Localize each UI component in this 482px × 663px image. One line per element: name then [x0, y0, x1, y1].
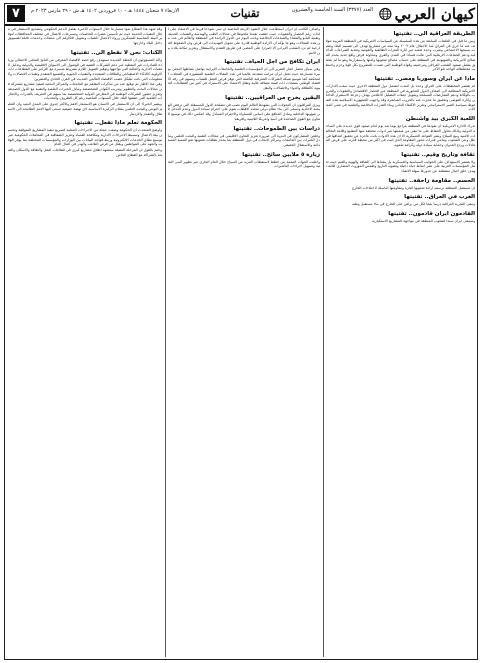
article-paragraph: واكد المسؤولون ان الخطة الجديدة تستهدف رفع حصة الاقتصاد المعرفي من الناتج المحلي الاجمالي وزيادة الصادرات غير النفطية عبر دعم الشركات التقنية في الوصول الى الاسواق الاقليمية والدولية وتذليل العقبات الادارية والمالية التي تواجهها وتوفير التمويل اللازم بشروط ميسرة مع التركيز على القطاعات ذات الاولوية كالذكاء الاصطناعي والطاقات المتجددة والتقنيات الحيوية والتصنيع المتقدم وتقنيات الاتصالات والمعلومات التي باتت تشكل عصب الاقتصاد العالمي الحديث في القرن الحادي والعشرين — [8, 57, 162, 81]
article-headline: ايران تكافح من اجل الحياة.. تفتيتها — [224, 59, 320, 66]
article-paragraph: وبين ما قيل في الحلقات السابقة من هذه السلسلة عن السياسات الامريكية في المنطقة العربية نتوقف عند ما جرى في العراق منذ الاحتلال عام ٢٠٠٣ وما تبعه من مشاريع تهدف الى تقسيم البلاد وتفتيت نسيجها الاجتماعي وضرب وحدة شعبه عبر اثارة النعرات الطائفية والقومية وتغذية الصراعات الداخلية ودعم الجماعات الارهابية التي عاثت فسادا في المدن والقرى ومحاولة فرض واقع جديد يخدم المصالح الامريكية والصهيونية في المنطقة على حساب مصالح شعوبها وامنها واستقرارها وهو ما لم يتحقق بفضل صمود الشعب العراقي ومرجعيته وقواه الوطنية التي تصدت للمشروع بكل قوة وحزم واحبطت مخططاته الواحد تلو الآخر — [326, 39, 475, 72]
issue-date: الاربعاء ٧ شعبان ١٤٤٤ هـ - ١٠ فروردين ١٤٠٢ هـ ش - ٢٩ مارس ٢٠٢٣ م — [31, 8, 180, 14]
page-number: ٧ — [7, 5, 25, 22]
logo-title: كيهان العربي — [394, 5, 475, 23]
article-headline: اليقين يخرج من العراقيين.. تفتيتها — [225, 94, 320, 101]
article-paragraph: واوضح المتحدث ان الحكومة وضعت جملة من الاجراءات العملية لتسريع تنفيذ المشاريع المتوقفة وتحسين بيئة الاعمال وتبسيط الاجراءات الادارية ومكافحة الفساد وتعزيز الشفافية في المعاملات الحكومية عبر توسيع نطاق الخدمات الالكترونية وربط قواعد البيانات بين الوزارات والمؤسسات المختلفة بما يوفر الوقت والجهد على المواطنين ويقلل من فرص التلاعب والهدر في المال العام — [8, 128, 162, 147]
article-paragraph: ويشير الخبراء الى ان الاستثمار في الانسان هو الاستثمار الاهم والاكثر جدوى على المدى البعيد وان التعليم النوعي والبحث العلمي يمثلان الركيزة الاساسية لاي نهضة حقيقية تسعى اليها الامم الطامحة الى الاستقلال والتقدم والازدهار — [8, 102, 162, 116]
column-divider — [165, 27, 166, 657]
article-paragraph: ولا يقتصر الاستهداف على الجوانب السياسية والعسكرية بل يتعداها الى الثقافة والهوية والقيم حيث تعمل المؤسسات الغربية على نشر انماط حياة دخيلة وتشويه التاريخ وطمس الموروث الحضاري للامة بهدف خلق اجيال منقطعة عن جذورها سهلة الانقياد — [326, 159, 475, 174]
article-paragraph: ويرى المراقبون ان التحولات التي يشهدها العالم اليوم تصب في مصلحة الدول المستقلة التي ترفض الهيمنة الاحادية وتسعى الى بناء نظام دولي متعدد الاقطاب يقوم على احترام سيادة الدول وعدم التدخل في شؤونها الداخلية وتبادل المنافع على اساس المساواة والاحترام المتبادل وقد انعكس ذلك في توسيع التعاون مع القوى الصاعدة في آسيا وامريكا اللاتينية وافريقيا — [168, 102, 320, 121]
article-headline: القادمون ايران قادمون.. تفتيتها — [388, 211, 475, 218]
section-title: تقنيات — [230, 6, 260, 20]
article-column-middle — [168, 27, 320, 657]
article-paragraph: وفي سياق متصل اشار التقرير الى ان المؤسسات العلمية والجامعات الايرانية تواصل نشاطها البحثي بوتيرة متسارعة حيث تحتل ايران مراتب متقدمة عالميا في عدد المقالات العلمية المنشورة في المجلات المحكمة كما تتوسع شبكة الشركات المعرفية الناشئة التي توفر فرص العمل للشباب وتسهم في رفد الاقتصاد الوطني بمنتجات ذات قيمة مضافة عالية وتقلل الاعتماد على الاستيراد في كثير من القطاعات الحيوية كالطاقة والدواء والاتصالات والنقل — [168, 67, 320, 91]
article-headline: زيارة ٥ ملايين سائح.. تفتيتها — [242, 151, 320, 158]
article-paragraph: وخلص المشاركون في الندوة الى ضرورة تعزيز التعاون الاقليمي في مجالات التقنية والبحث العلمي وتبادل الخبرات بين الجامعات ومراكز الابحاث في دول المنطقة بما يخدم تطلعات شعوبها نحو التنمية المستدامة والاستقلال الحقيقي — [168, 133, 320, 147]
article-column-right — [326, 27, 475, 657]
article-headline: الغرب في العراق.. تفتيتها — [404, 194, 475, 201]
article-paragraph: وتبقى التجربة العراقية درسا بليغا لكل من يراهن على الخارج في بناء مستقبل وطنه — [352, 202, 475, 207]
article-paragraph: وختم بالقول ان المرحلة المقبلة ستشهد اطلاق مشاريع كبرى في قطاعات النقل والطاقة والاسكان والصحة بالشراكة مع القطاع الخاص — [8, 148, 162, 157]
article-headline: ثقافة وتاريخ وقيم.. تفتيتها — [401, 151, 475, 158]
article-paragraph: واضاف الكاتب ان ايران استطاعت خلال العقود الاربعة الماضية ان تبني نموذجا فريدا في الاعتماد على الذات رغم الحصار والعقوبات حيث حققت تقدما ملحوظا في مجالات الطب والهندسة والتقنيات الحديثة وتقنية النانو والفضاء والصناعات الدفاعية وباتت اليوم من الدول الرائدة في المنطقة والعالم في عدد من هذه المجالات وهو ما يؤكد ان الارادة الوطنية قادرة على تحويل التهديدات الى فرص وان الضغوط الخارجية لم تزد الشعب الايراني الا اصرارا على المضي في طريق التقدم والاستقلال وتعزيز مكانة بلاده بين الامم — [168, 27, 320, 55]
article-headline: الحسم.. مقاومة زاحفة.. تفتيتها — [388, 177, 475, 184]
article-paragraph: وقد شهد هذا القطاع نموا متسارعا خلال السنوات الاخيرة بفضل الدعم الحكومي وتشجيع الاستثمار في مجال التقنيات الحديثة حيث تم تأسيس عشرات الحاضنات ومسرعات الاعمال في مختلف المحافظات لتوفير البيئة المناسبة للمبتكرين ورواد الاعمال الشباب وتحويل افكارهم الى منتجات وخدمات قابلة للتسويق داخل البلاد وخارجها — [8, 27, 162, 46]
article-paragraph: وستبقى ايران سندا لشعوب المنطقة في مواجهة المشاريع الاستكبارية — [371, 219, 475, 224]
article-paragraph: واعلنت الجهات المعنية عن خطط لاستقطاب المزيد من السياح خلال العام الجاري عبر تطوير البنى التحتية وتسهيل اجراءات التأشيرات — [168, 159, 320, 169]
article-paragraph: تدرك الادارة الامريكية ان نفوذها في المنطقة يتراجع يوما بعد يوم امام صعود قوى جديدة على الساحة الدولية ولذلك تحاول الحفاظ على ما تبقى من هيمنتها عبر ادوات مختلفة منها التطبيع واقامة التحالفات الامنية وبيع السلاح ونشر القواعد العسكرية الا ان هذه الادوات باتت عاجزة عن تحقيق اهدافها في ظل وعي الشعوب وتنامي قدرات محور المقاومة الذي اثبت في اكثر من محطة قدرته على فرض المعادلات وردع العدوان وحماية سيادة دوله وكرامة شعوبه — [326, 124, 475, 147]
newspaper-logo — [379, 5, 475, 23]
article-headline: الحكومة تعلم ماذا تفعل.. تفتيتها — [74, 120, 162, 127]
article-headline: ماذا عن ايران وسوريا ومصر.. تفتيتها — [374, 75, 475, 82]
article-headline: اللعبة الكبرى بيد واشنطن — [405, 116, 475, 123]
masthead — [5, 4, 477, 26]
article-paragraph: وفي هذا الاطار تم توقيع عدد من مذكرات التفاهم مع الجامعات والمراكز البحثية لتنفيذ مشاريع مشتركة في مجالات البحث والتطوير وتدريب الكوادر المتخصصة وتبادل الخبرات العلمية والتقنية مع الدول الصديقة وتعزيز حضور الشركات الوطنية في المعارض الدولية المتخصصة بما يسهم في التعريف بالقدرات والانجازات العلمية التي حققتها البلاد خلال السنوات الماضية رغم كل الظروف والتحديات — [8, 82, 162, 101]
article-paragraph: ان مستقبل المنطقة ترسمه ارادة شعوبها الحرة ومقاومتها الباسلة لا املاءات الخارج — [351, 185, 475, 190]
article-column-left — [8, 27, 162, 657]
issue-info: العدد (٣٣٧٧) السنة الخامسة والعشرون — [291, 7, 373, 13]
globe-icon — [379, 6, 392, 22]
article-headline: الطريقة العراقية الى.. تفتيتها — [393, 31, 475, 37]
newspaper-page — [4, 3, 478, 660]
article-headline: دراسات بين الطموحات.. تفتيتها — [233, 125, 320, 132]
article-headline: الكتاب: نحن لا نقطع الى.. تفتيتها — [70, 49, 162, 56]
article-paragraph: لم تقتصر المخططات على العراق وحده بل امتدت لتشمل دول المنطقة الاخرى حيث سعت الادارات الامريكية المتعاقبة الى اضعاف الدول المحورية في المنطقة عبر الحصار الاقتصادي والعقوبات والحروب بالوكالة ودعم المعارضات المسلحة وتمويل حملات التضليل الاعلامي بهدف زعزعة الاستقرار الداخلي واثارة الفوضى وتحقيق ما عجزت عنه بالحروب المباشرة وقد واجهت الجمهورية الاسلامية هذه الضغوط بسياسة الصبر الاستراتيجي وتعزيز الاكتفاء الذاتي وبناء القدرات الدفاعية والعلمية في شتى المجالات — [326, 83, 475, 112]
column-divider — [323, 27, 324, 657]
